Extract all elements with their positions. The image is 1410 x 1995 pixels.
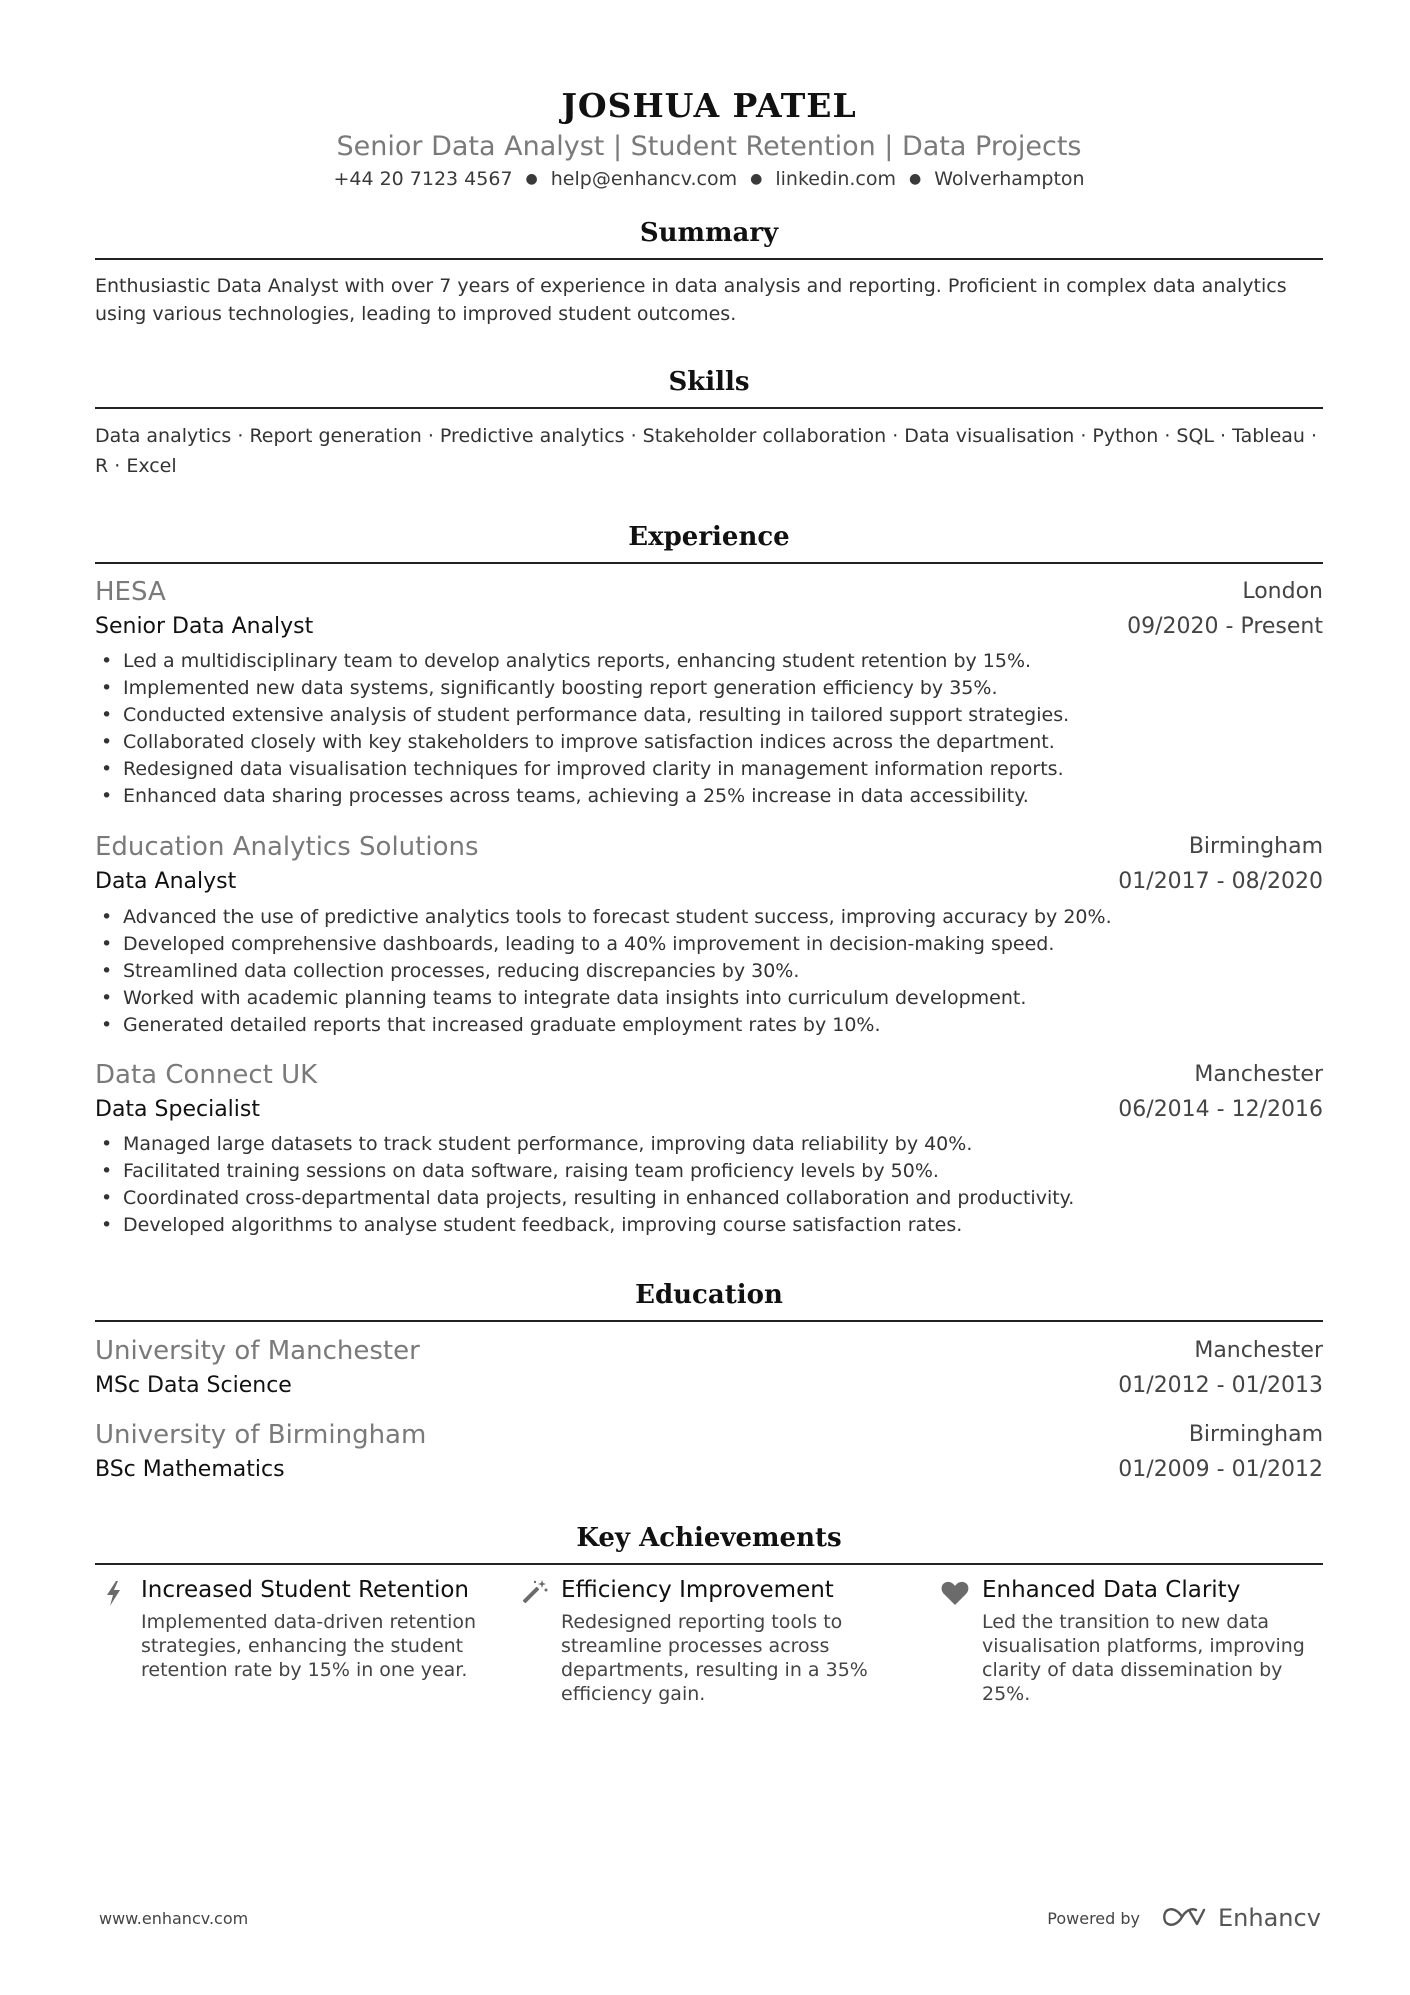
list-item: • Developed comprehensive dashboards, leading to a 40% improvement in decision-making speed.: [95, 931, 1323, 958]
list-item: • Managed large datasets to track student performance, improving data reliability by 40%.: [95, 1131, 1323, 1158]
experience-heading: Experience: [95, 520, 1323, 564]
lightning-icon: [99, 1578, 129, 1608]
list-item: • Developed algorithms to analyse student feedback, improving course satisfaction rates.: [95, 1212, 1323, 1239]
job-header: [95, 575, 1323, 609]
brand-name: Enhancv: [1218, 1904, 1321, 1932]
contact-email[interactable]: help@enhancv.com: [550, 168, 738, 190]
job-header: [95, 1058, 1323, 1092]
achievement-title: Increased Student Retention: [141, 1577, 469, 1603]
job-role: Data Analyst: [95, 869, 237, 894]
job-location: Birmingham: [1188, 834, 1323, 859]
job-header: [95, 830, 1323, 864]
job-location: London: [1242, 579, 1323, 604]
job-subheader: [95, 866, 1323, 898]
job-dates: 06/2014 - 12/2016: [1118, 1097, 1323, 1122]
job-bullets: [95, 648, 1323, 810]
list-item: • Implemented new data systems, significantly boosting report generation efficiency by 35%.: [95, 675, 1323, 702]
separator-dot: ●: [525, 171, 538, 187]
education-header: [95, 1334, 1323, 1368]
job-bullets: [95, 904, 1323, 1039]
list-item: • Facilitated training sessions on data software, raising team proficiency levels by 50%.: [95, 1158, 1323, 1185]
education-location: Manchester: [1194, 1338, 1323, 1363]
contact-phone: +44 20 7123 4567: [333, 168, 513, 190]
candidate-tagline: Senior Data Analyst | Student Retention | Data Projects: [336, 131, 1082, 162]
contact-linkedin[interactable]: linkedin.com: [775, 168, 896, 190]
resume-header: [95, 84, 1323, 195]
list-item: • Worked with academic planning teams to integrate data insights into curriculum development.: [95, 985, 1323, 1012]
list-item: • Generated detailed reports that increased graduate employment rates by 10%.: [95, 1012, 1323, 1039]
heart-icon: [940, 1578, 970, 1608]
skills-heading: Skills: [95, 365, 1323, 409]
job-subheader: [95, 1094, 1323, 1126]
education-heading: Education: [95, 1278, 1323, 1322]
education-location: Birmingham: [1188, 1422, 1323, 1447]
summary-text: Enthusiastic Data Analyst with over 7 years of experience in data analysis and reporting. Proficient in complex data analytics using various technologies, leading to improved student outcomes.: [95, 275, 1287, 325]
list-item: • Enhanced data sharing processes across teams, achieving a 25% increase in data accessibility.: [95, 783, 1323, 810]
education-subheader: [95, 1370, 1323, 1402]
footer-website[interactable]: www.enhancv.com: [99, 1909, 249, 1928]
job-company: Education Analytics Solutions: [95, 832, 479, 862]
enhancv-logo[interactable]: [1160, 1902, 1320, 1934]
job-role: Data Specialist: [95, 1097, 260, 1122]
list-item: • Led a multidisciplinary team to develop analytics reports, enhancing student retention by 15%.: [95, 648, 1323, 675]
powered-by-label: Powered by: [1047, 1909, 1140, 1928]
list-item: • Coordinated cross-departmental data projects, resulting in enhanced collaboration and productivity.: [95, 1185, 1323, 1212]
education-degree: MSc Data Science: [95, 1373, 292, 1398]
list-item: • Collaborated closely with key stakeholders to improve satisfaction indices across the department.: [95, 729, 1323, 756]
achievement-description: Implemented data-driven retention strategies, enhancing the student retention rate by 15% in one year.: [141, 1611, 477, 1681]
enhancv-logo-icon: [1160, 1904, 1208, 1930]
list-item: • Redesigned data visualisation techniques for improved clarity in management information reports.: [95, 756, 1323, 783]
education-school: University of Birmingham: [95, 1420, 427, 1450]
job-company: Data Connect UK: [95, 1060, 318, 1090]
job-dates: 01/2017 - 08/2020: [1118, 869, 1323, 894]
education-degree: BSc Mathematics: [95, 1457, 285, 1482]
job-subheader: [95, 611, 1323, 643]
list-item: • Conducted extensive analysis of student performance data, resulting in tailored support strategies.: [95, 702, 1323, 729]
separator-dot: ●: [908, 171, 922, 187]
achievement-title: Enhanced Data Clarity: [982, 1577, 1241, 1603]
job-bullets: [95, 1131, 1323, 1239]
achievements-heading: Key Achievements: [95, 1521, 1323, 1565]
magic-wand-icon: [519, 1578, 549, 1608]
education-subheader: [95, 1454, 1323, 1486]
job-location: Manchester: [1194, 1062, 1323, 1087]
achievement-description: Led the transition to new data visualisation platforms, improving clarity of data dissemination by 25%.: [982, 1611, 1305, 1705]
education-school: University of Manchester: [95, 1336, 420, 1366]
contact-location: Wolverhampton: [934, 168, 1085, 190]
achievement-description: Redesigned reporting tools to streamline processes across departments, resulting in a 35% efficiency gain.: [561, 1611, 868, 1705]
job-company: HESA: [95, 577, 166, 607]
list-item: • Advanced the use of predictive analytics tools to forecast student success, improving accuracy by 20%.: [95, 904, 1323, 931]
education-header: [95, 1418, 1323, 1452]
candidate-name: JOSHUA PATEL: [561, 86, 857, 125]
contact-line: [95, 165, 1323, 195]
job-role: Senior Data Analyst: [95, 614, 314, 639]
job-dates: 09/2020 - Present: [1127, 614, 1323, 639]
education-dates: 01/2009 - 01/2012: [1118, 1457, 1323, 1482]
summary-heading: Summary: [95, 216, 1323, 260]
education-dates: 01/2012 - 01/2013: [1118, 1373, 1323, 1398]
skills-text: Data analytics · Report generation · Predictive analytics · Stakeholder collaboration · Data visualisation · Python · SQL · Tableau · R · Excel: [95, 425, 1318, 477]
separator-dot: ●: [750, 171, 763, 187]
list-item: • Streamlined data collection processes, reducing discrepancies by 30%.: [95, 958, 1323, 985]
achievement-title: Efficiency Improvement: [561, 1577, 834, 1603]
